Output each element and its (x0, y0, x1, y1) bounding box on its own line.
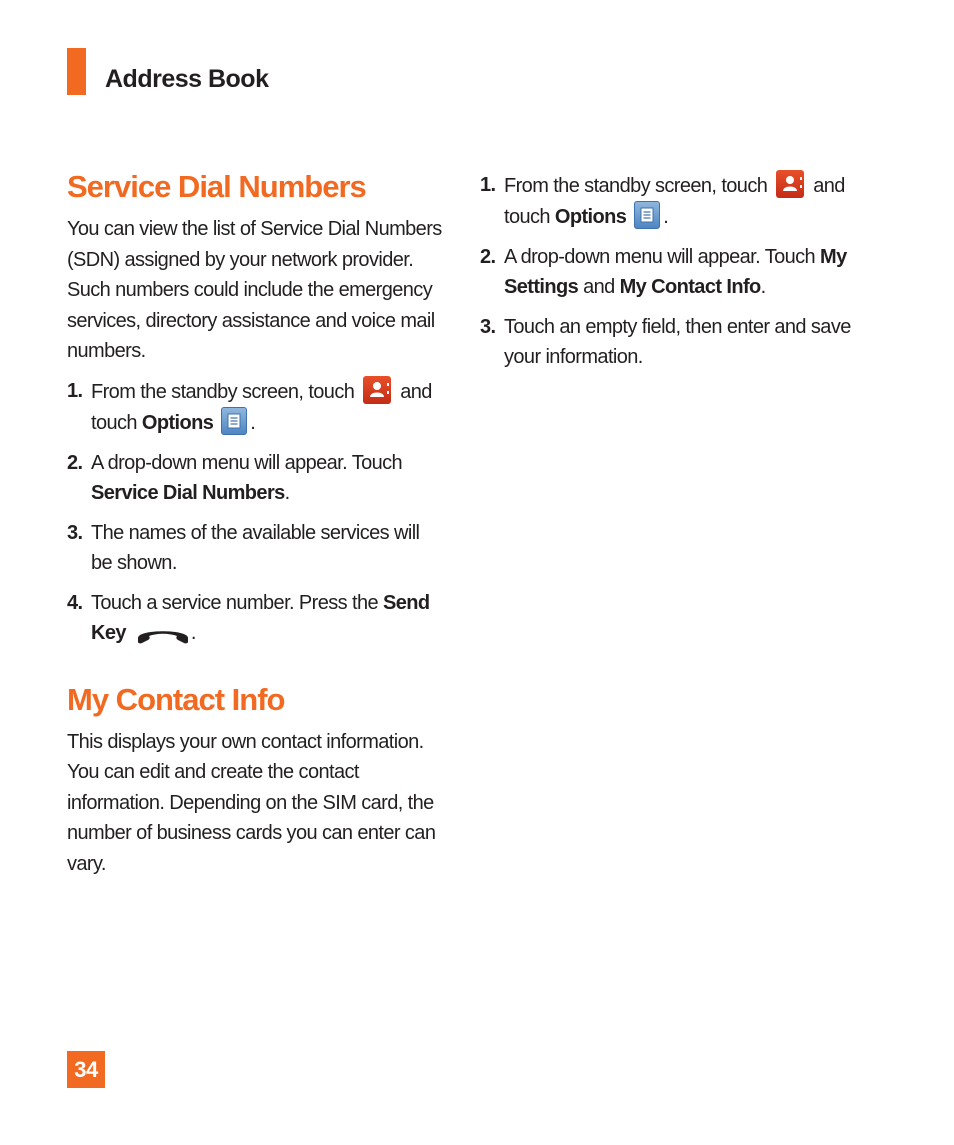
list-item: 1. From the standby screen, touch and touch Options . (67, 376, 445, 438)
header-accent-bar (67, 48, 86, 95)
my-contact-intro: This displays your own contact information. You can edit and create the contact information. Depending on the SIM card, the number of business cards you can enter can vary. (67, 730, 436, 875)
page-header-title: Address Book (105, 65, 269, 93)
send-key-icon (135, 624, 191, 644)
contacts-icon (363, 376, 391, 404)
left-column (67, 169, 445, 879)
service-dial-intro: You can view the list of Service Dial Numbers (SDN) assigned by your network provider. Such numbers could include the emergency services, directory assistance and voice mail numbers. (67, 218, 442, 362)
my-contact-section (67, 682, 445, 880)
my-contact-steps (480, 170, 858, 372)
contacts-icon (776, 170, 804, 198)
list-item: 3. The names of the available services will be shown. (67, 521, 420, 574)
page-number: 34 (67, 1051, 105, 1088)
right-column (480, 170, 858, 382)
service-dial-steps (67, 376, 445, 648)
list-item: 2. A drop-down menu will appear. Touch My Settings and My Contact Info. (480, 246, 847, 298)
list-item: 2. A drop-down menu will appear. Touch Service Dial Numbers. (67, 451, 403, 504)
options-icon (634, 201, 660, 229)
options-icon (221, 407, 247, 435)
service-dial-heading: Service Dial Numbers (67, 169, 366, 204)
list-item: 3. Touch an empty field, then enter and save your information. (480, 316, 851, 368)
list-item: 1. From the standby screen, touch and touch Options . (480, 170, 858, 232)
list-item: 4. Touch a service number. Press the Send Key . (67, 591, 430, 644)
my-contact-heading: My Contact Info (67, 681, 285, 717)
